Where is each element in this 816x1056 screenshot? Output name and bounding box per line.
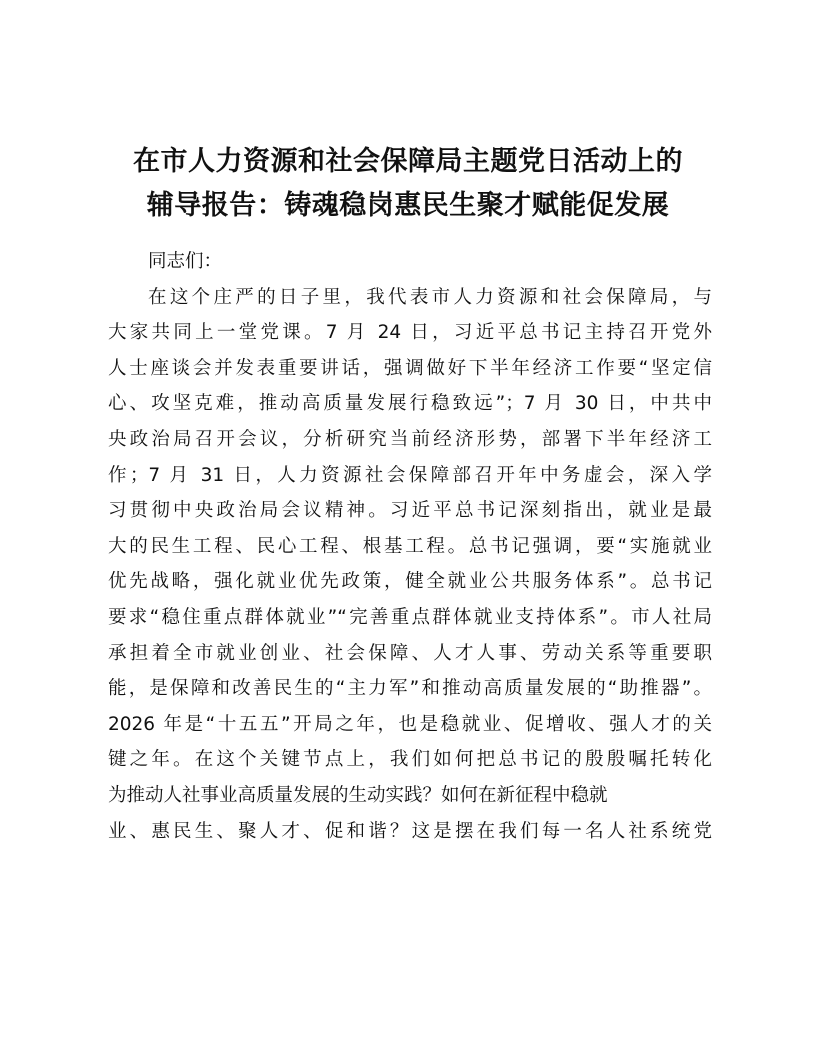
paragraph-line: 在这个庄严的日子里，我代表市人力资源和社会保障局，与 bbox=[148, 286, 712, 308]
paragraph-line: 要求“稳住重点群体就业”“完善重点群体就业支持体系”。市人社局 bbox=[108, 606, 712, 628]
paragraph-line: 习贯彻中央政治局会议精神。习近平总书记深刻指出，就业是最 bbox=[108, 500, 712, 522]
paragraph-line: 键之年。在这个关键节点上，我们如何把总书记的殷殷嘱托转化 bbox=[108, 749, 712, 771]
paragraph-line: 作；7 月 31 日，人力资源社会保障部召开年中务虚会，深入学 bbox=[108, 464, 712, 486]
paragraph-line: 央政治局召开会议，分析研究当前经济形势，部署下半年经济工 bbox=[108, 428, 712, 450]
title-line-1: 在市人力资源和社会保障局主题党日活动上的 bbox=[133, 146, 683, 177]
paragraph-line: 人士座谈会并发表重要讲话，强调做好下半年经济工作要“坚定信 bbox=[108, 357, 712, 379]
paragraph-line: 心、攻坚克难，推动高质量发展行稳致远”；7 月 30 日，中共中 bbox=[108, 393, 712, 415]
title-line-2: 辅导报告：铸魂稳岗惠民生聚才赋能促发展 bbox=[146, 190, 670, 221]
paragraph-line: 能，是保障和改善民生的“主力军”和推动高质量发展的“助推器”。 bbox=[108, 678, 712, 700]
paragraph-line: 大家共同上一堂党课。7 月 24 日，习近平总书记主持召开党外 bbox=[108, 322, 712, 344]
paragraph-line: 业、惠民生、聚人才、促和谐？这是摆在我们每一名人社系统党 bbox=[108, 820, 712, 842]
paragraph-line: 2026 年是“十五五”开局之年，也是稳就业、促增收、强人才的关 bbox=[108, 713, 712, 735]
document-body bbox=[108, 244, 712, 849]
paragraph-line: 大的民生工程、民心工程、根基工程。总书记强调，要“实施就业 bbox=[108, 535, 712, 557]
document-title bbox=[100, 140, 716, 228]
paragraph-line: 优先战略，强化就业优先政策，健全就业公共服务体系”。总书记 bbox=[108, 571, 712, 593]
greeting: 同志们： bbox=[148, 251, 223, 272]
paragraph-line: 为推动人社事业高质量发展的生动实践？如何在新征程中稳就 bbox=[108, 784, 608, 806]
paragraph-line: 承担着全市就业创业、社会保障、人才人事、劳动关系等重要职 bbox=[108, 642, 712, 664]
